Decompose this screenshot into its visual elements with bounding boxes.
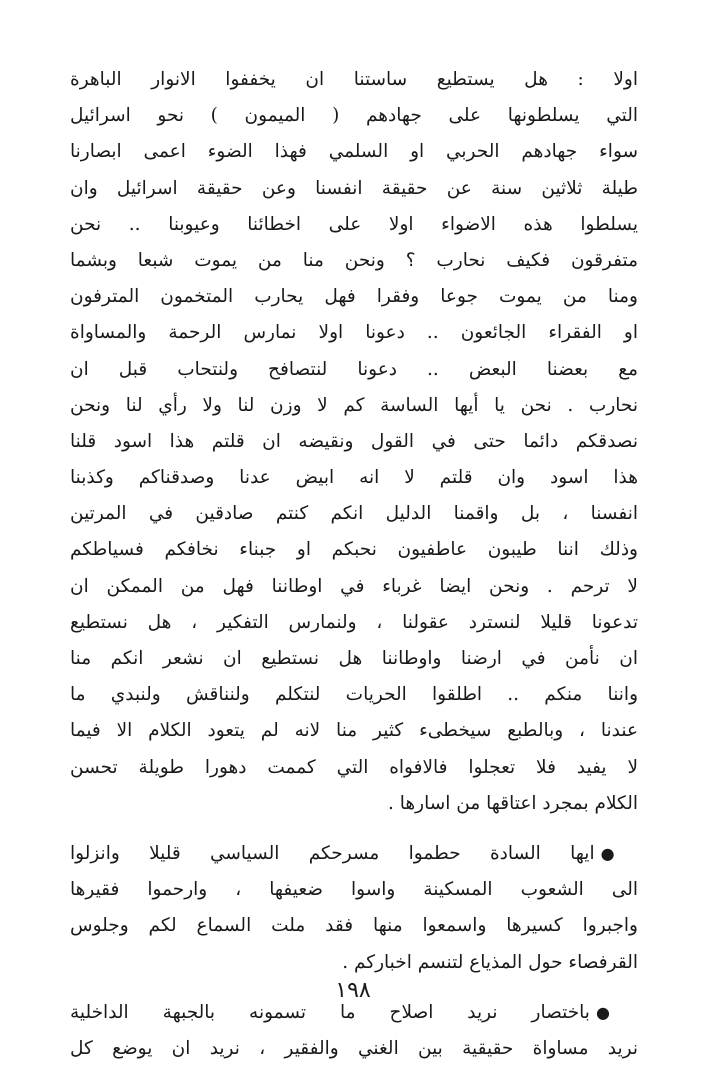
text-line: او الفقراء الجائعون .. دعونا اولا نمارس الرحمة والمساواة (70, 322, 638, 344)
text-line: مع بعضنا البعض .. دعونا لنتصافح ولنتحاب قبل ان (70, 358, 638, 380)
text-line-bulleted (70, 836, 638, 872)
text-line: لا ترحم . ونحن ايضا غرباء في اوطاننا فهل من الممكن ان (70, 575, 638, 597)
text-line: وذلك اننا طيبون عاطفيون نحبكم او جبناء نخافكم فسياطكم (70, 539, 638, 561)
paragraph-bullet-one (70, 836, 638, 981)
text-line: متفرقون فكيف نحارب ؟ ونحن منا من يموت شبعا وبشما (70, 249, 638, 271)
book-page-text (70, 62, 638, 1067)
text-line: عندنا ، وبالطبع سيخطىء كثير منا لانه لم يتعود الكلام الا فيما (70, 720, 638, 742)
text-line: الى الشعوب المسكينة واسوا ضعيفها ، وارحموا فقيرها (70, 879, 638, 901)
bullet-dot-icon: ● (600, 843, 638, 863)
bullet-dot-icon: ● (595, 1002, 638, 1022)
paragraph-gap (70, 822, 638, 836)
text-line: ومنا من يموت جوعا وفقرا فهل يحارب المتخمون المترفون (70, 286, 638, 308)
text-line: نريد مساواة حقيقية بين الغني والفقير ، نريد ان يوضع كل (70, 1037, 638, 1059)
text-line: واجبروا كسيرها واسمعوا منها فقد ملت السماع لكم وجلوس (70, 915, 638, 937)
text-line: التي يسلطونها على جهادهم ( الميمون ) نحو اسرائيل (70, 105, 638, 127)
text-line: طيلة ثلاثين سنة عن حقيقة انفسنا وعن حقيقة اسرائيل وان (70, 177, 638, 199)
text-line-content: ايها السادة حطموا مسرحكم السياسي قليلا وانزلوا (70, 842, 595, 864)
paragraph-first (70, 62, 638, 822)
text-line: واننا منكم .. اطلقوا الحريات لنتكلم ولنناقش ولنبدي ما (70, 684, 638, 706)
text-line: اولا : هل يستطيع ساستنا ان يخففوا الانوار الباهرة (70, 69, 638, 90)
text-line: هذا اسود وان قلتم لا انه ابيض عدنا وصدقناكم وكذبنا (70, 467, 638, 489)
text-line: سواء جهادهم الحربي او السلمي فهذا الضوء اعمى ابصارنا (70, 141, 638, 163)
text-line: نصدقكم دائما حتى في القول ونقيضه ان قلتم هذا اسود قلنا (70, 430, 638, 452)
paragraph-bullet-two (70, 995, 638, 1067)
text-line-content: باختصار نريد اصلاح ما تسمونه بالجبهة الداخلية (70, 1001, 590, 1023)
text-line: نحارب . نحن يا أيها الساسة كم لا وزن لنا ولا رأي لنا ونحن (70, 394, 638, 416)
text-line: القرفصاء حول المذياع لتنسم اخباركم . (342, 951, 638, 973)
text-line: الكلام بمجرد اعتاقها من اسارها . (387, 792, 638, 814)
text-line: انفسنا ، بل واقمنا الدليل انكم كنتم صادقين في المرتين (70, 503, 638, 525)
page-number: ١٩٨ (335, 978, 371, 1003)
text-line: تدعونا قليلا لنسترد عقولنا ، ولنمارس التفكير ، هل نستطيع (70, 611, 638, 633)
text-line: ان نأمن في ارضنا واوطاننا هل نستطيع ان نشعر انكم منا (70, 648, 638, 669)
text-line: لا يفيد فلا تعجلوا فالافواه التي كممت دهورا طويلة تحسن (70, 756, 638, 778)
text-line: يسلطوا هذه الاضواء اولا على اخطائنا وعيوبنا .. نحن (70, 213, 638, 235)
